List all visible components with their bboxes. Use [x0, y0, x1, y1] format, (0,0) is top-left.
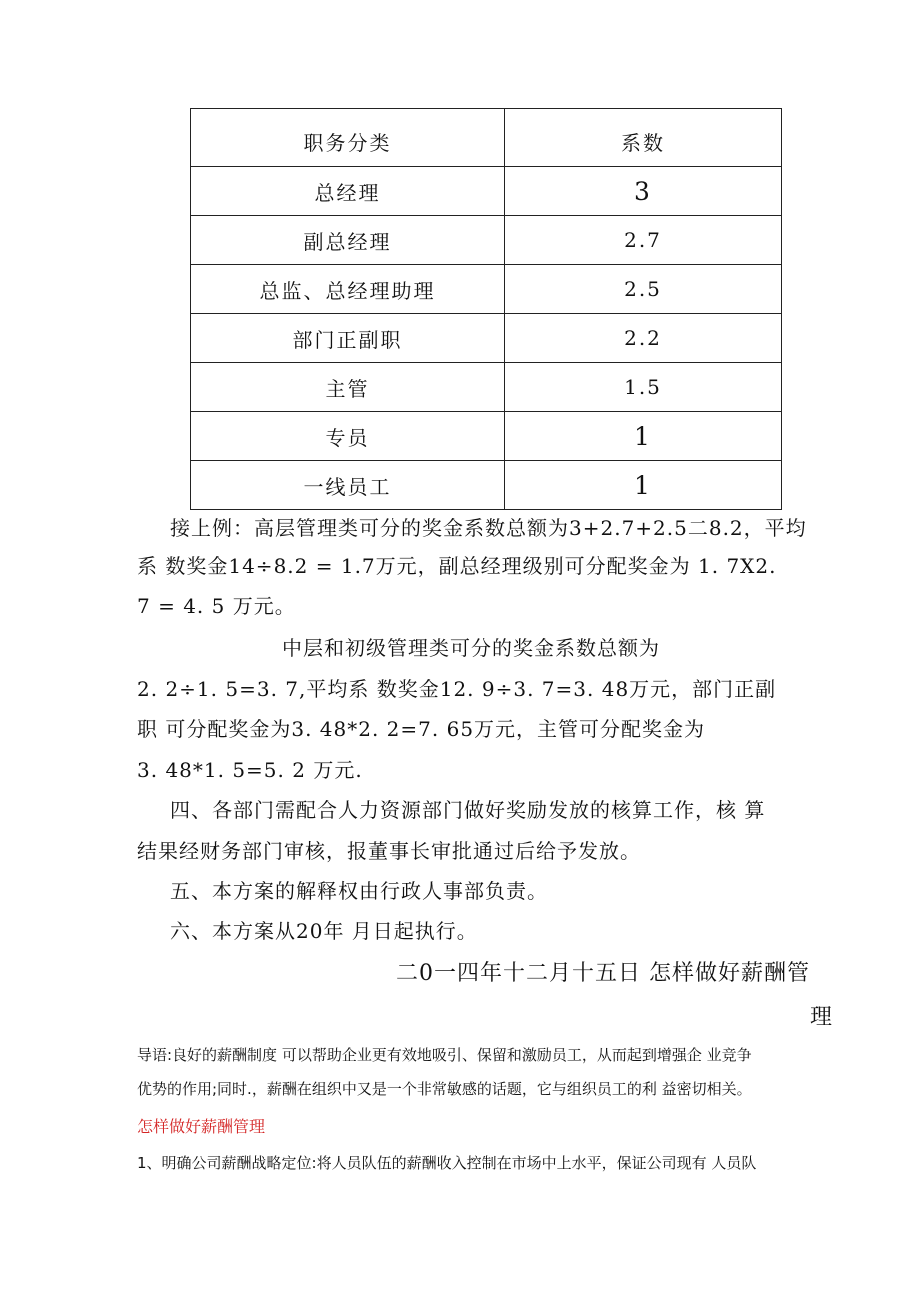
item-1-text: 1、明确公司薪酬战略定位:将人员队伍的薪酬收入控制在市场中上水平，保证公司现有 人员队 [137, 1154, 757, 1172]
header-coefficient: 系数 [505, 109, 782, 167]
table-row [191, 363, 782, 412]
paragraph-line: 2. 2÷1. 5=3. 7,平均系 数奖金12. 9÷3. 7=3. 48万元，部门正副 [137, 677, 777, 701]
intro-line: 优势的作用;同时.，薪酬在组织中又是一个非常敏感的话题，它与组织员工的利 益密切相关。 [137, 1080, 752, 1098]
coefficient-cell: 1 [505, 412, 782, 461]
section-heading: 怎样做好薪酬管理 [137, 1117, 266, 1136]
paragraph-line: 结果经财务部门审核，报董事长审批通过后给予发放。 [137, 839, 641, 863]
position-cell: 专员 [191, 412, 505, 461]
date-title-line1: 二0一四年十二月十五日 怎样做好薪酬管 [396, 961, 810, 986]
table-row [191, 167, 782, 216]
coefficient-cell: 2.7 [505, 216, 782, 265]
coefficient-cell: 1 [505, 461, 782, 510]
position-cell: 部门正副职 [191, 314, 505, 363]
table-row [191, 314, 782, 363]
coefficient-table [190, 108, 782, 510]
table-row [191, 461, 782, 510]
position-cell: 总监、总经理助理 [191, 265, 505, 314]
table-row [191, 412, 782, 461]
paragraph-line: 四、各部门需配合人力资源部门做好奖励发放的核算工作，核 算 [170, 798, 766, 822]
coefficient-cell: 2.5 [505, 265, 782, 314]
position-cell: 一线员工 [191, 461, 505, 510]
paragraph-line: 接上例：高层管理类可分的奖金系数总额为3+2.7+2.5二8.2，平均 [170, 516, 807, 540]
paragraph-line: 7 = 4. 5 万元。 [137, 594, 296, 618]
header-position-category: 职务分类 [191, 109, 505, 167]
table-row [191, 265, 782, 314]
coefficient-cell: 3 [505, 167, 782, 216]
position-cell: 副总经理 [191, 216, 505, 265]
paragraph-line: 六、本方案从20年 月日起执行。 [170, 919, 478, 943]
paragraph-line: 系 数奖金14÷8.2 = 1.7万元，副总经理级别可分配奖金为 1. 7X2. [137, 554, 777, 578]
paragraph-line: 五、本方案的解释权由行政人事部负责。 [170, 879, 548, 903]
date-title-line2: 理 [810, 1005, 834, 1030]
table-row [191, 216, 782, 265]
coefficient-cell: 2.2 [505, 314, 782, 363]
intro-line: 导语:良好的薪酬制度 可以帮助企业更有效地吸引、保留和激励员工，从而起到增强企 业竞争 [137, 1046, 752, 1064]
coefficient-cell: 1.5 [505, 363, 782, 412]
table-header-row [191, 109, 782, 167]
position-cell: 主管 [191, 363, 505, 412]
paragraph-line: 3. 48*1. 5=5. 2 万元. [137, 758, 363, 782]
paragraph-line: 中层和初级管理类可分的奖金系数总额为 [282, 636, 660, 660]
position-cell: 总经理 [191, 167, 505, 216]
paragraph-line: 职 可分配奖金为3. 48*2. 2=7. 65万元，主管可分配奖金为 [137, 717, 706, 741]
